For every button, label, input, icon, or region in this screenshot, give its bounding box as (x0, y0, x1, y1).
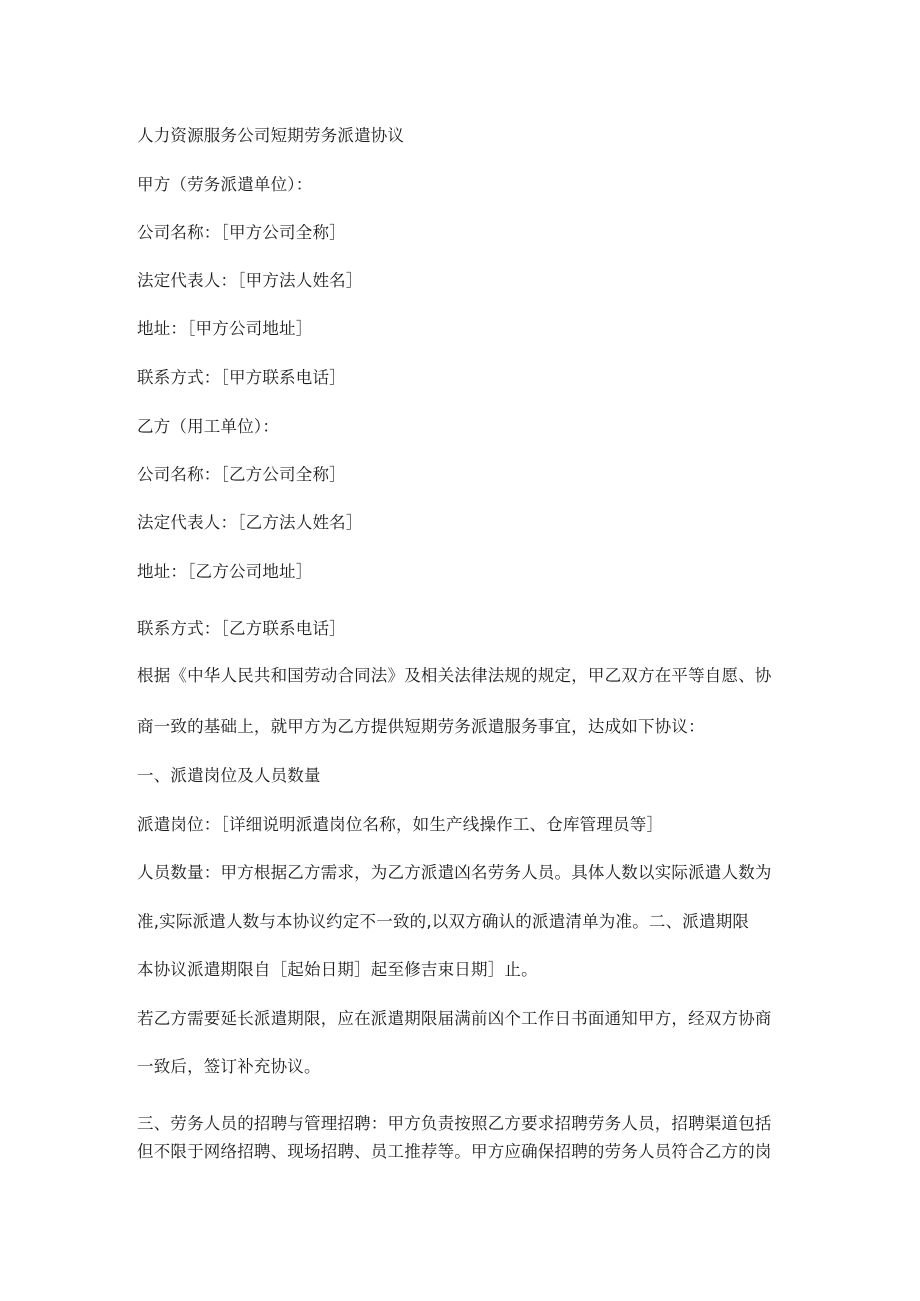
section1-heading: 一、派遣岗位及人员数量 (137, 766, 321, 785)
section1-post: 派遣岗位：［详细说明派遣岗位名称，如生产线操作工、仓库管理员等］ (137, 815, 664, 834)
document-title: 人力资源服务公司短期劳务派遣协议 (137, 126, 405, 145)
party-a-address: 地址：［甲方公司地址］ (137, 319, 313, 338)
section1-count-line-1: 人员数量：甲方根据乙方需求，为乙方派遣凶名劳务人员。具体人数以实际派遣人数为 (137, 863, 772, 882)
section2-period: 本协议派遣期限自［起始日期］起至修吉束日期］止。 (137, 960, 538, 979)
party-a-contact: 联系方式：［甲方联系电话］ (137, 368, 346, 387)
section2-extension-line-1: 若乙方需要延长派遣期限，应在派遣期限届满前凶个工作日书面通知甲方，经双方协商 (137, 1009, 772, 1028)
preamble-line-2: 商一致的基础上，就甲方为乙方提供短期劳务派遣服务事宜，达成如下协议： (137, 717, 705, 736)
section2-extension-line-2: 一致后，签订补充协议。 (137, 1057, 321, 1076)
party-a-legal-rep: 法定代表人：［甲方法人姓名］ (137, 271, 363, 290)
party-b-company: 公司名称：［乙方公司全称］ (137, 465, 346, 484)
party-b-contact: 联系方式：［乙方联系电话］ (137, 619, 346, 638)
party-b-heading: 乙方（用工单位）： (137, 417, 280, 436)
section3-line-1: 三、劳务人员的招聘与管理招聘：甲方负责按照乙方要求招聘劳务人员，招聘渠道包括 (137, 1114, 772, 1133)
preamble-line-1: 根据《中华人民共和国劳动合同法》及相关法律法规的规定，甲乙双方在平等自愿、协 (137, 666, 772, 685)
party-b-address: 地址：［乙方公司地址］ (137, 562, 313, 581)
section1-count-line-2: 准,实际派遣人数与本协议约定不一致的,以双方确认的派遣清单为准。二、派遣期限 (137, 912, 750, 931)
party-a-heading: 甲方（劳务派遣单位）： (137, 175, 313, 194)
party-b-legal-rep: 法定代表人：［乙方法人姓名］ (137, 513, 363, 532)
section3-line-2: 但不限于网络招聘、现场招聘、员工推荐等。甲方应确保招聘的劳务人员符合乙方的岗 (137, 1142, 772, 1161)
party-a-company: 公司名称：［甲方公司全称］ (137, 223, 346, 242)
